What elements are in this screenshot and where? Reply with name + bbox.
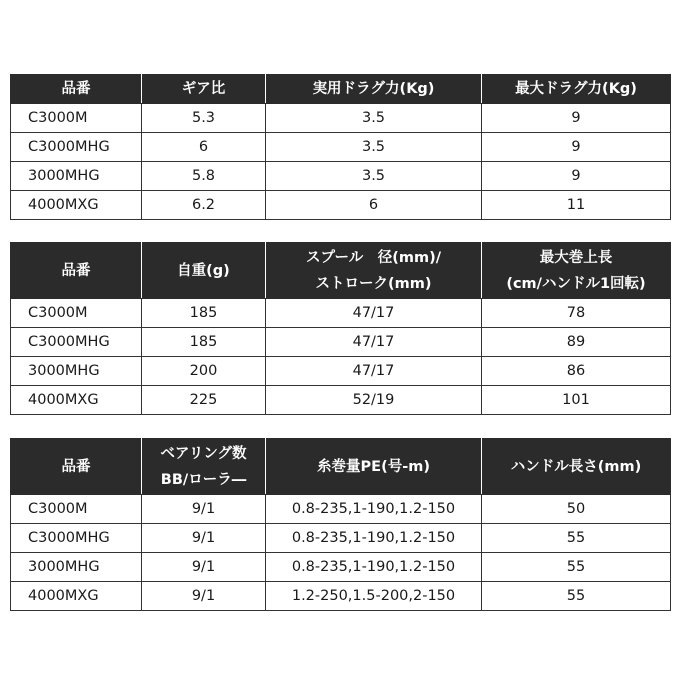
table-row	[11, 104, 671, 133]
cell-model: C3000MHG	[11, 328, 142, 357]
header-line: ハンドル長さ(mm)	[510, 458, 642, 475]
header-line: 自重(g)	[177, 262, 230, 279]
table-header-row	[11, 243, 671, 299]
spec-table-weight-spool	[10, 242, 671, 415]
header-max-retrieve	[482, 243, 671, 299]
cell-spool-stroke: 52/19	[266, 386, 482, 415]
spec-table-drag	[10, 74, 671, 220]
cell-weight: 225	[142, 386, 266, 415]
cell-practical-drag: 3.5	[266, 104, 482, 133]
table-row	[11, 495, 671, 524]
cell-gear-ratio: 5.3	[142, 104, 266, 133]
cell-practical-drag: 6	[266, 191, 482, 220]
table-row	[11, 162, 671, 191]
cell-spool-stroke: 47/17	[266, 357, 482, 386]
header-line: 糸巻量PE(号-m)	[317, 458, 430, 475]
cell-spool-stroke: 47/17	[266, 299, 482, 328]
cell-max-drag: 9	[482, 162, 671, 191]
table-row	[11, 299, 671, 328]
header-model	[11, 243, 142, 299]
cell-model: 3000MHG	[11, 553, 142, 582]
spec-table-bearing-line	[10, 438, 671, 611]
table-row	[11, 191, 671, 220]
header-bearings	[142, 439, 266, 495]
cell-spool-stroke: 47/17	[266, 328, 482, 357]
cell-model: 3000MHG	[11, 162, 142, 191]
cell-line-capacity: 0.8-235,1-190,1.2-150	[266, 495, 482, 524]
header-weight	[142, 243, 266, 299]
cell-model: C3000MHG	[11, 524, 142, 553]
cell-model: C3000MHG	[11, 133, 142, 162]
header-max-drag: 最大ドラグ力(Kg)	[482, 75, 671, 104]
table-header-row	[11, 75, 671, 104]
cell-line-capacity: 0.8-235,1-190,1.2-150	[266, 553, 482, 582]
header-line: (cm/ハンドル1回転)	[506, 275, 646, 292]
cell-model: 4000MXG	[11, 386, 142, 415]
header-gear-ratio: ギア比	[142, 75, 266, 104]
cell-weight: 185	[142, 328, 266, 357]
header-line: スプール 径(mm)/	[305, 249, 442, 266]
cell-practical-drag: 3.5	[266, 133, 482, 162]
cell-model: C3000M	[11, 104, 142, 133]
cell-max-retrieve: 89	[482, 328, 671, 357]
table-row	[11, 357, 671, 386]
table-row	[11, 524, 671, 553]
cell-max-retrieve: 101	[482, 386, 671, 415]
header-line: BB/ローラ―	[160, 471, 247, 488]
cell-line-capacity: 0.8-235,1-190,1.2-150	[266, 524, 482, 553]
header-line: ストローク(mm)	[315, 275, 432, 292]
table-row	[11, 582, 671, 611]
header-line: ベアリング数	[160, 445, 247, 462]
cell-gear-ratio: 6	[142, 133, 266, 162]
cell-gear-ratio: 5.8	[142, 162, 266, 191]
header-line-capacity	[266, 439, 482, 495]
cell-max-retrieve: 86	[482, 357, 671, 386]
cell-model: 4000MXG	[11, 582, 142, 611]
cell-weight: 185	[142, 299, 266, 328]
cell-bearings: 9/1	[142, 582, 266, 611]
cell-max-drag: 9	[482, 133, 671, 162]
header-spool-stroke	[266, 243, 482, 299]
table-header-row	[11, 439, 671, 495]
header-handle-length	[482, 439, 671, 495]
table-row	[11, 386, 671, 415]
table-row	[11, 553, 671, 582]
cell-practical-drag: 3.5	[266, 162, 482, 191]
header-practical-drag: 実用ドラグ力(Kg)	[266, 75, 482, 104]
cell-max-drag: 9	[482, 104, 671, 133]
header-line: 最大巻上長	[539, 249, 613, 266]
cell-model: C3000M	[11, 299, 142, 328]
cell-handle-length: 50	[482, 495, 671, 524]
cell-handle-length: 55	[482, 553, 671, 582]
header-model: 品番	[11, 75, 142, 104]
cell-max-retrieve: 78	[482, 299, 671, 328]
table-row	[11, 133, 671, 162]
cell-handle-length: 55	[482, 524, 671, 553]
cell-handle-length: 55	[482, 582, 671, 611]
cell-gear-ratio: 6.2	[142, 191, 266, 220]
cell-max-drag: 11	[482, 191, 671, 220]
cell-bearings: 9/1	[142, 553, 266, 582]
header-line: 品番	[61, 458, 91, 475]
cell-bearings: 9/1	[142, 495, 266, 524]
cell-model: 4000MXG	[11, 191, 142, 220]
table-row	[11, 328, 671, 357]
cell-model: 3000MHG	[11, 357, 142, 386]
header-model	[11, 439, 142, 495]
header-line: 品番	[61, 262, 91, 279]
cell-weight: 200	[142, 357, 266, 386]
cell-line-capacity: 1.2-250,1.5-200,2-150	[266, 582, 482, 611]
cell-bearings: 9/1	[142, 524, 266, 553]
cell-model: C3000M	[11, 495, 142, 524]
